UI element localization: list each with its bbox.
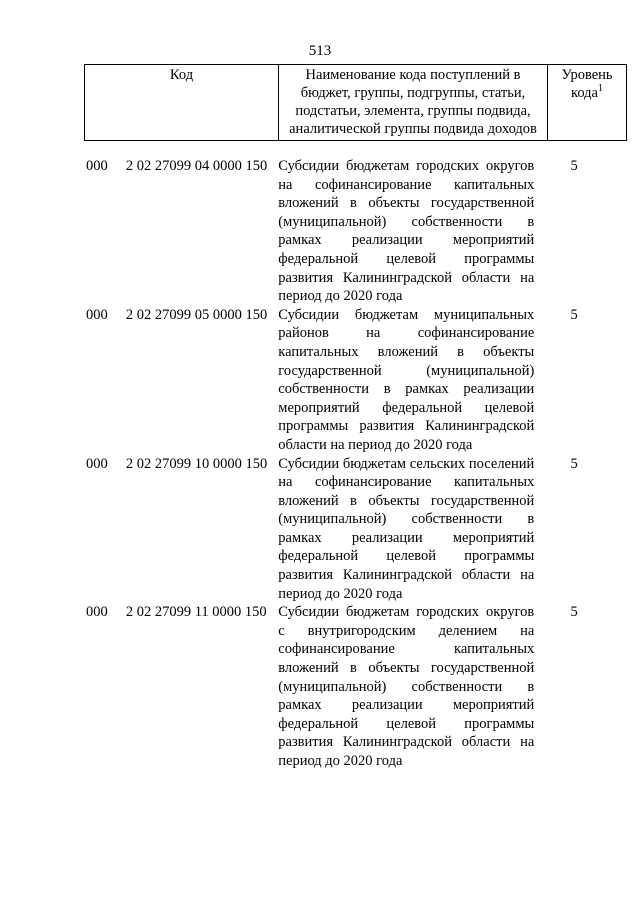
row-level: 5 bbox=[570, 455, 578, 472]
header-level-label: Уровень кода bbox=[561, 67, 613, 101]
table-row bbox=[84, 157, 611, 306]
header-code: Код bbox=[85, 65, 279, 141]
table-header bbox=[84, 64, 627, 141]
table-body bbox=[84, 157, 611, 771]
row-code: 2 02 27099 05 0000 150 bbox=[125, 306, 268, 323]
header-name: Наименование кода поступлений в бюджет, группы, подгруппы, статьи, подстатьи, элемента, группы подвида, аналитической группы подвида доходов bbox=[279, 65, 548, 141]
page-number: 513 bbox=[308, 43, 332, 59]
row-name: Субсидии бюджетам сельских поселений на софинансирование капитальных вложений в объекты государственной (муниципальной) собственности в рамках реализации мероприятий федеральной целевой программы развития Калининградской области на период до 2020 года bbox=[278, 455, 535, 602]
row-prefix: 000 bbox=[86, 604, 108, 621]
table-row bbox=[84, 455, 611, 604]
row-name: Субсидии бюджетам городских округов с внутригородским делением на софинансирование капитальных вложений в объекты государственной (муниципальной) собственности в рамках реализации мероприятий федеральной целевой программы развития Калининградской области на период до 2020 года bbox=[278, 604, 535, 769]
row-code: 2 02 27099 10 0000 150 bbox=[125, 455, 268, 472]
header-level-footnote: 1 bbox=[597, 83, 603, 95]
row-level: 5 bbox=[570, 158, 578, 174]
row-prefix: 000 bbox=[86, 306, 108, 323]
row-name: Субсидии бюджетам городских округов на софинансирование капитальных вложений в объекты государственной (муниципальной) собственности в рамках реализации мероприятий федеральной целевой программы развития Калининградской области на период до 2020 года bbox=[278, 158, 535, 305]
row-code: 2 02 27099 04 0000 150 bbox=[125, 158, 268, 174]
row-level: 5 bbox=[570, 604, 578, 621]
table-row bbox=[84, 603, 611, 770]
header-level bbox=[548, 65, 627, 141]
row-code: 2 02 27099 11 0000 150 bbox=[125, 604, 267, 621]
table-row bbox=[84, 306, 611, 455]
row-prefix: 000 bbox=[86, 455, 108, 472]
row-name: Субсидии бюджетам муниципальных районов на софинансирование капитальных вложений в объекты государственной (муниципальной) собственности в рамках реализации мероприятий федеральной целевой программы развития Калининградской области на период до 2020 года bbox=[278, 306, 535, 453]
row-prefix: 000 bbox=[86, 158, 108, 174]
row-level: 5 bbox=[570, 306, 578, 323]
